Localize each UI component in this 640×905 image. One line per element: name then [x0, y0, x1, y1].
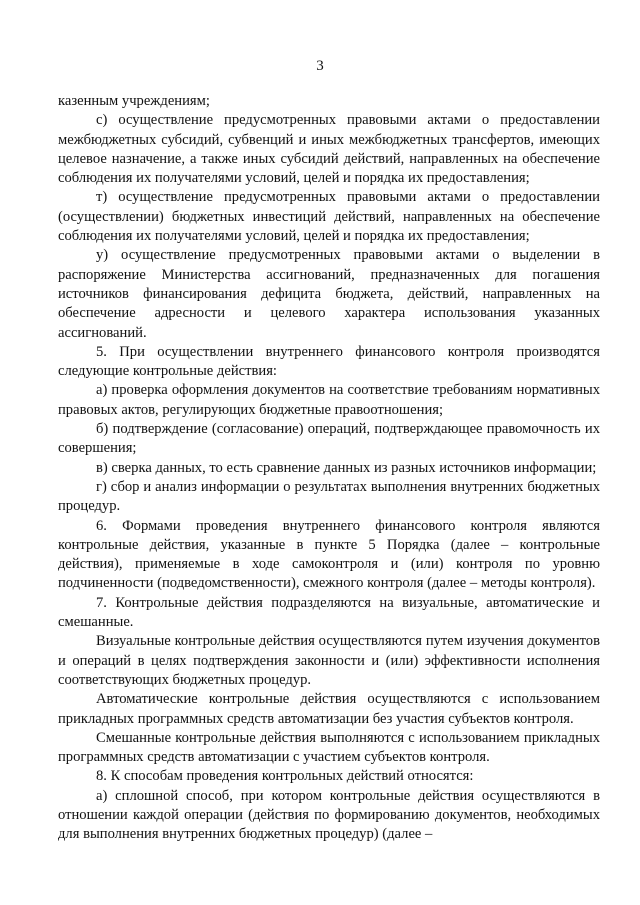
paragraph-visual-actions: Визуальные контрольные действия осуществляются путем изучения документов и операций в целях подтверждения законности и (или) эффективности исполнения соответствующих бюджетных процедур. [58, 633, 600, 688]
paragraph-item-a: а) проверка оформления документов на соответствие требованиям нормативных правовых актов, регулирующих бюджетные правоотношения; [58, 382, 600, 418]
document-body [58, 92, 600, 845]
paragraph-section-6: 6. Формами проведения внутреннего финансового контроля являются контрольные действия, указанные в пункте 5 Порядка (далее – контрольные действия), применяемые в ходе самоконтроля и (или) контроля по уровню подчиненности (подведомственности), смежного контроля (далее – методы контроля). [58, 517, 600, 592]
paragraph-item-a-method: а) сплошной способ, при котором контрольные действия осуществляются в отношении каждой операции (действия по формированию документов, необходимых для выполнения внутренних бюджетных процедур) (далее – [58, 787, 600, 843]
page-number: 3 [316, 58, 324, 74]
paragraph-item-g: г) сбор и анализ информации о результатах выполнения внутренних бюджетных процедур. [58, 478, 600, 515]
paragraph-section-8: 8. К способам проведения контрольных действий относятся: [96, 768, 474, 785]
paragraph-section-5: 5. При осуществлении внутреннего финансового контроля производятся следующие контрольные действия: [58, 343, 600, 380]
paragraph-item-b: б) подтверждение (согласование) операций, подтверждающее правомочность их совершения; [58, 421, 600, 457]
paragraph-item-u: у) осуществление предусмотренных правовыми актами о выделении в распоряжение Министерства ассигнований, предназначенных для погашения источников финансирования дефицита бюджета, действий, направленных на обеспечение адресности и целевого характера использования указанных ассигнований. [58, 247, 600, 341]
paragraph-section-7: 7. Контрольные действия подразделяются на визуальные, автоматические и смешанные. [58, 594, 600, 631]
paragraph-item-v: в) сверка данных, то есть сравнение данных из разных источников информации; [96, 459, 597, 476]
paragraph-mixed-actions: Смешанные контрольные действия выполняются с использованием прикладных программных средств автоматизации с участием субъектов контроля. [58, 729, 600, 766]
paragraph-continuation: казенным учреждениям; [58, 93, 210, 109]
paragraph-item-t: т) осуществление предусмотренных правовыми актами о предоставлении (осуществлении) бюджетных инвестиций действий, направленных на обеспечение соблюдения их получателями условий, целей и порядка их предоставления; [58, 189, 600, 245]
paragraph-item-s: с) осуществление предусмотренных правовыми актами о предоставлении межбюджетных субсидий, субвенций и иных межбюджетных трансфертов, имеющих целевое назначение, а также иных субсидий действий, направленных на обеспечение соблюдения их получателями условий, целей и порядка их предоставления; [58, 112, 600, 187]
paragraph-automatic-actions: Автоматические контрольные действия осуществляются с использованием прикладных программных средств автоматизации без участия субъектов контроля. [58, 691, 600, 727]
